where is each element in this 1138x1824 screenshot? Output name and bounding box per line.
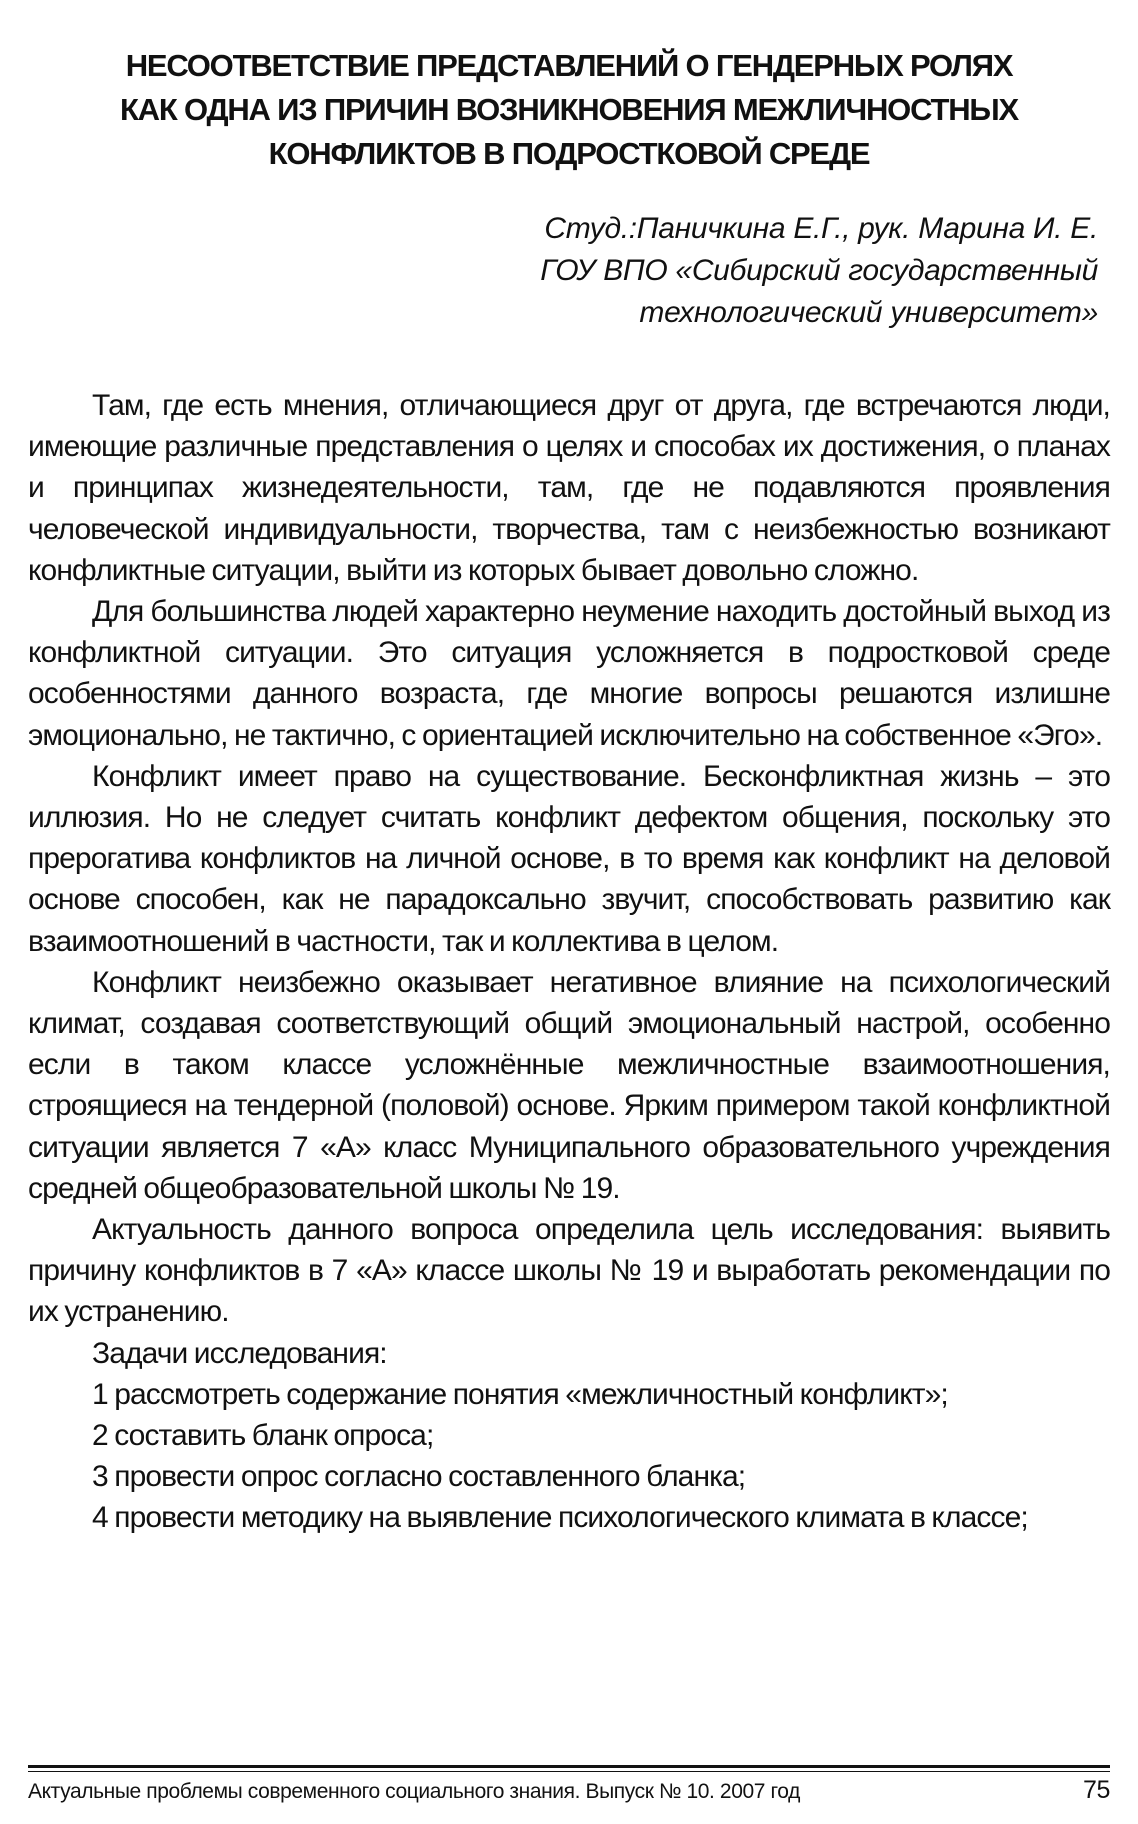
footer-rule-thick xyxy=(28,1765,1110,1768)
affiliation-line-1: ГОУ ВПО «Сибирский государственный xyxy=(540,254,1098,287)
task-item-2: 2 составить бланк опроса; xyxy=(92,1419,434,1453)
paragraph-1: Там, где есть мнения, отличающиеся друг от друга, где встречаются люди, имеющие различные представления о целях и способах их достижения, о планах и принципах жизнедеятельности, там, где не подавляются проявления человеческой индивидуальности, творчества, там с неизбежностью возникают конфликтные ситуации, выйти из которых бывает довольно сложно. xyxy=(28,389,1110,587)
title-line-2: КАК ОДНА ИЗ ПРИЧИН ВОЗНИКНОВЕНИЯ МЕЖЛИЧНОСТНЫХ xyxy=(119,92,1019,127)
paragraph-3: Конфликт имеет право на существование. Бесконфликтная жизнь – это иллюзия. Но не следует считать конфликт дефектом общения, поскольку это прерогатива конфликтов на личной основе, в то время как конфликт на деловой основе способен, как не парадоксально звучит, способствовать развитию как взаимоотношений в частности, так и коллектива в целом. xyxy=(28,759,1110,958)
journal-citation: Актуальные проблемы современного социального знания. Выпуск № 10. 2007 год xyxy=(28,1780,800,1803)
author-line: Студ.:Паничкина Е.Г., рук. Марина И. Е. xyxy=(544,212,1098,245)
task-item-1: 1 рассмотреть содержание понятия «межличностный конфликт»; xyxy=(92,1377,948,1411)
paragraph-2: Для большинства людей характерно неумение находить достойный выход из конфликтной ситуации. Это ситуация усложняется в подростковой среде особенностями данного возраста, где многие вопросы решаются излишне эмоционально, не тактично, с ориентацией исключительно на собственное «Эго». xyxy=(28,595,1110,752)
title-line-3: КОНФЛИКТОВ В ПОДРОСТКОВОЙ СРЕДЕ xyxy=(268,136,870,171)
paragraph-4: Конфликт неизбежно оказывает негативное влияние на психологический климат, создавая соответствующий общий эмоциональный настрой, особенно если в таком классе усложнённые межличностные взаимоотношения, строящиеся на тендерной (половой) основе. Ярким примером такой конфликтной ситуации является 7 «А» класс Муниципального образовательного учреждения средней общеобразовательной школы № 19. xyxy=(28,965,1110,1205)
article-title xyxy=(40,44,1098,176)
tasks-heading: Задачи исследования: xyxy=(92,1336,387,1370)
footer-rule-thin xyxy=(28,1771,1110,1772)
task-item-4: 4 провести методику на выявление психологического климата в классе; xyxy=(92,1501,1028,1535)
affiliation-line-2: технологический университет» xyxy=(639,296,1098,329)
page-number: 75 xyxy=(1082,1776,1110,1804)
author-block xyxy=(338,208,1098,334)
title-line-1: НЕСООТВЕТСТВИЕ ПРЕДСТАВЛЕНИЙ О ГЕНДЕРНЫХ РОЛЯХ xyxy=(125,48,1013,83)
paragraph-5: Актуальность данного вопроса определила цель исследования: выявить причину конфликтов в 7 «А» классе школы № 19 и выработать рекомендации по их устранению. xyxy=(28,1213,1110,1329)
article-body xyxy=(28,385,1110,1539)
task-item-3: 3 провести опрос согласно составленного бланка; xyxy=(92,1460,746,1494)
